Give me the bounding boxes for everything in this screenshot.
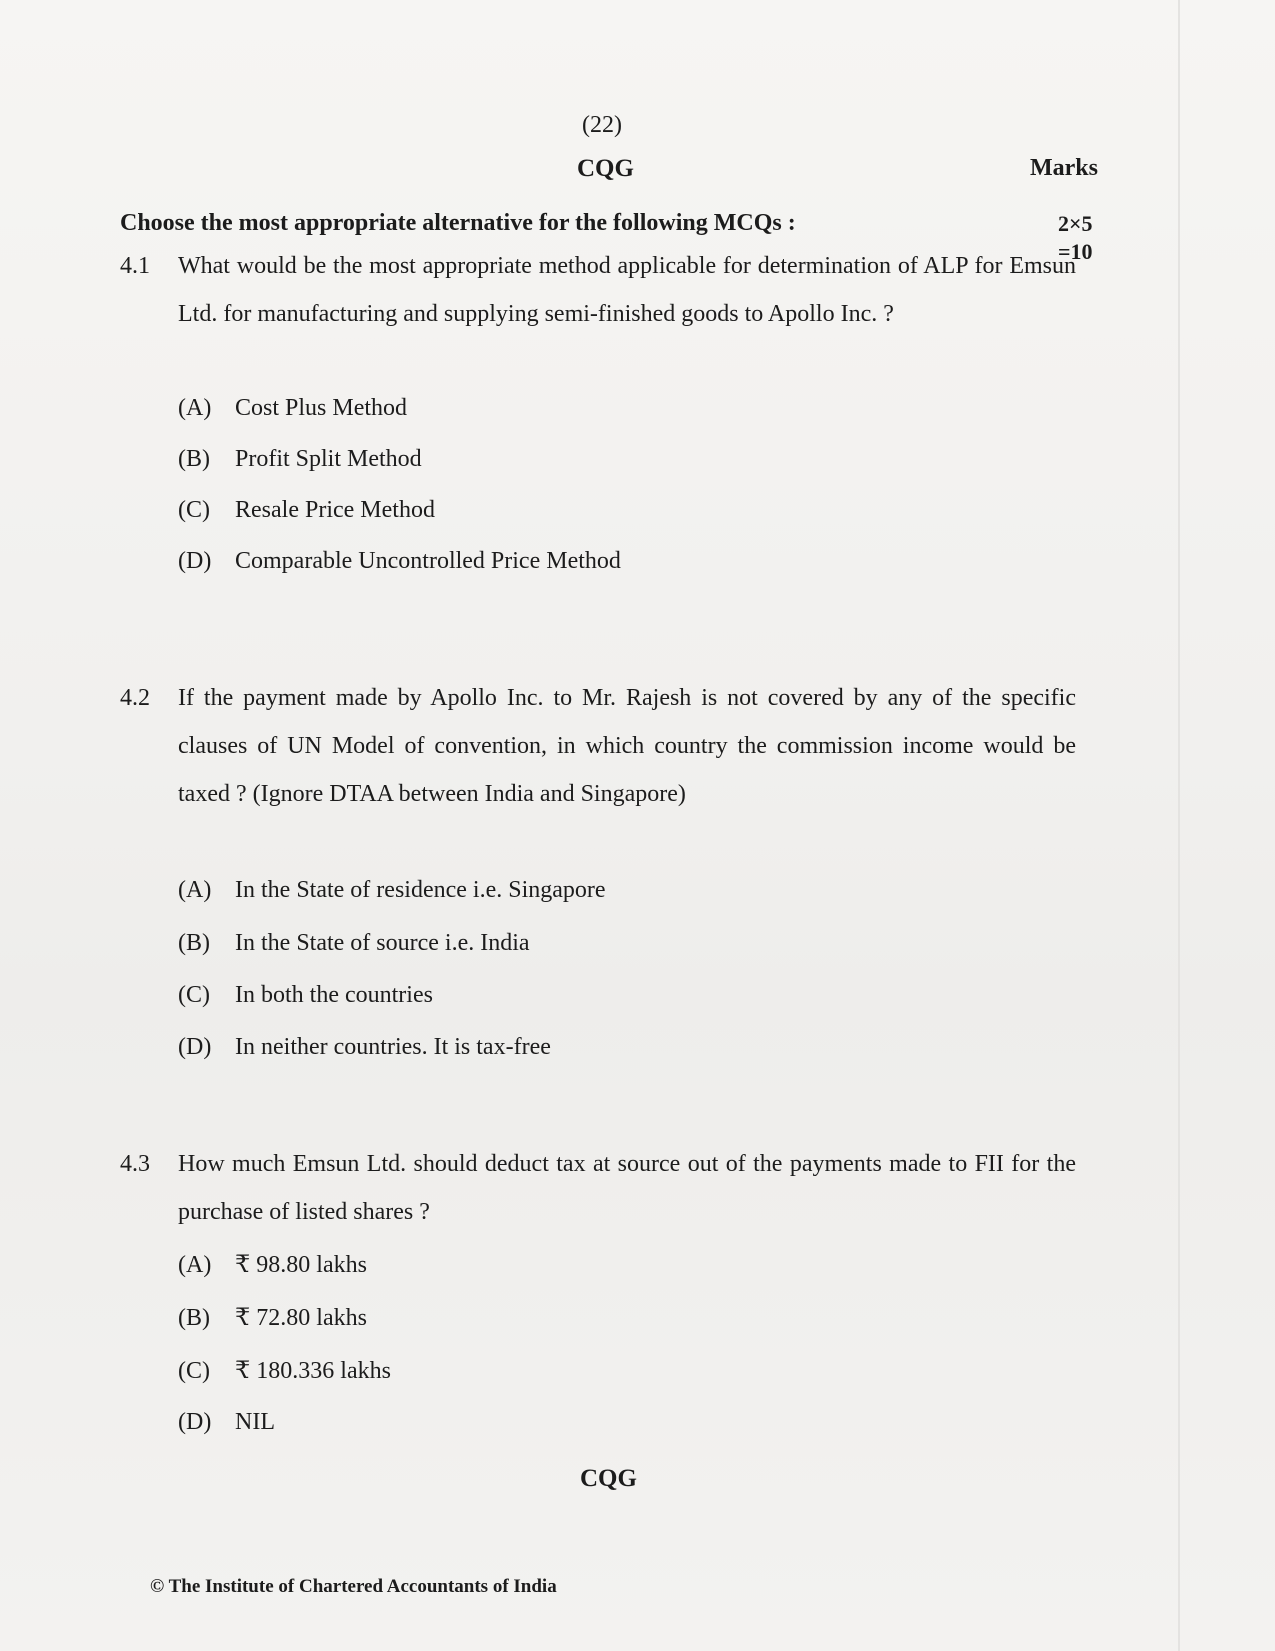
option-label: (B) — [178, 446, 210, 472]
section-instruction: Choose the most appropriate alternative for the following MCQs : — [120, 210, 796, 236]
marks-label: Marks — [1030, 155, 1098, 181]
question-number: 4.1 — [120, 253, 150, 279]
option-text: In the State of residence i.e. Singapore — [235, 877, 606, 903]
option-label: (A) — [178, 1252, 212, 1278]
marks-value-line1: 2×5 — [1058, 211, 1093, 236]
option-item — [178, 395, 407, 422]
paper-code-footer: CQG — [580, 1465, 637, 1492]
option-text: Comparable Uncontrolled Price Method — [235, 548, 621, 574]
question-text: If the payment made by Apollo Inc. to Mr. Rajesh is not covered by any of the specific clauses of UN Model of convention, in which country the commission income would be taxed ? (Ignore DTAA between India and Singapore) — [178, 685, 1076, 807]
question-number: 4.3 — [120, 1151, 150, 1177]
question-text: What would be the most appropriate method applicable for determination of ALP for Emsun Ltd. for manufacturing and supplying semi-finished goods to Apollo Inc. ? — [178, 253, 1076, 327]
option-text: In the State of source i.e. India — [235, 930, 530, 956]
page-number: (22) — [582, 112, 622, 138]
option-item — [178, 1356, 391, 1385]
option-item — [178, 1303, 367, 1332]
option-label: (C) — [178, 1358, 210, 1384]
option-item — [178, 930, 530, 957]
option-text: ₹ 180.336 lakhs — [235, 1358, 391, 1384]
option-text: Profit Split Method — [235, 446, 422, 472]
option-item — [178, 1250, 367, 1279]
option-label: (B) — [178, 930, 210, 956]
option-label: (D) — [178, 548, 212, 574]
option-label: (B) — [178, 1305, 210, 1331]
question-number: 4.2 — [120, 685, 150, 711]
option-item — [178, 497, 435, 524]
copyright-footer: © The Institute of Chartered Accountants of India — [150, 1576, 557, 1597]
marks-value-line2: =10 — [1058, 238, 1093, 264]
option-text: In both the countries — [235, 982, 433, 1008]
option-label: (A) — [178, 395, 212, 421]
option-label: (A) — [178, 877, 212, 903]
option-text: ₹ 72.80 lakhs — [235, 1305, 367, 1331]
option-text: NIL — [235, 1409, 275, 1435]
option-text: Cost Plus Method — [235, 395, 408, 421]
option-label: (D) — [178, 1409, 212, 1435]
option-text: In neither countries. It is tax-free — [235, 1034, 551, 1060]
option-label: (C) — [178, 982, 210, 1008]
option-label: (C) — [178, 497, 210, 523]
option-item — [178, 877, 606, 904]
option-item — [178, 982, 433, 1009]
option-item — [178, 1034, 551, 1061]
paper-code-header: CQG — [577, 155, 634, 182]
option-text: ₹ 98.80 lakhs — [235, 1252, 367, 1278]
page-edge — [1178, 0, 1180, 1651]
question-text: How much Emsun Ltd. should deduct tax at source out of the payments made to FII for the purchase of listed shares ? — [178, 1151, 1076, 1225]
option-text: Resale Price Method — [235, 497, 435, 523]
option-item — [178, 1409, 275, 1436]
option-item — [178, 446, 422, 473]
option-item — [178, 548, 621, 575]
option-label: (D) — [178, 1034, 212, 1060]
